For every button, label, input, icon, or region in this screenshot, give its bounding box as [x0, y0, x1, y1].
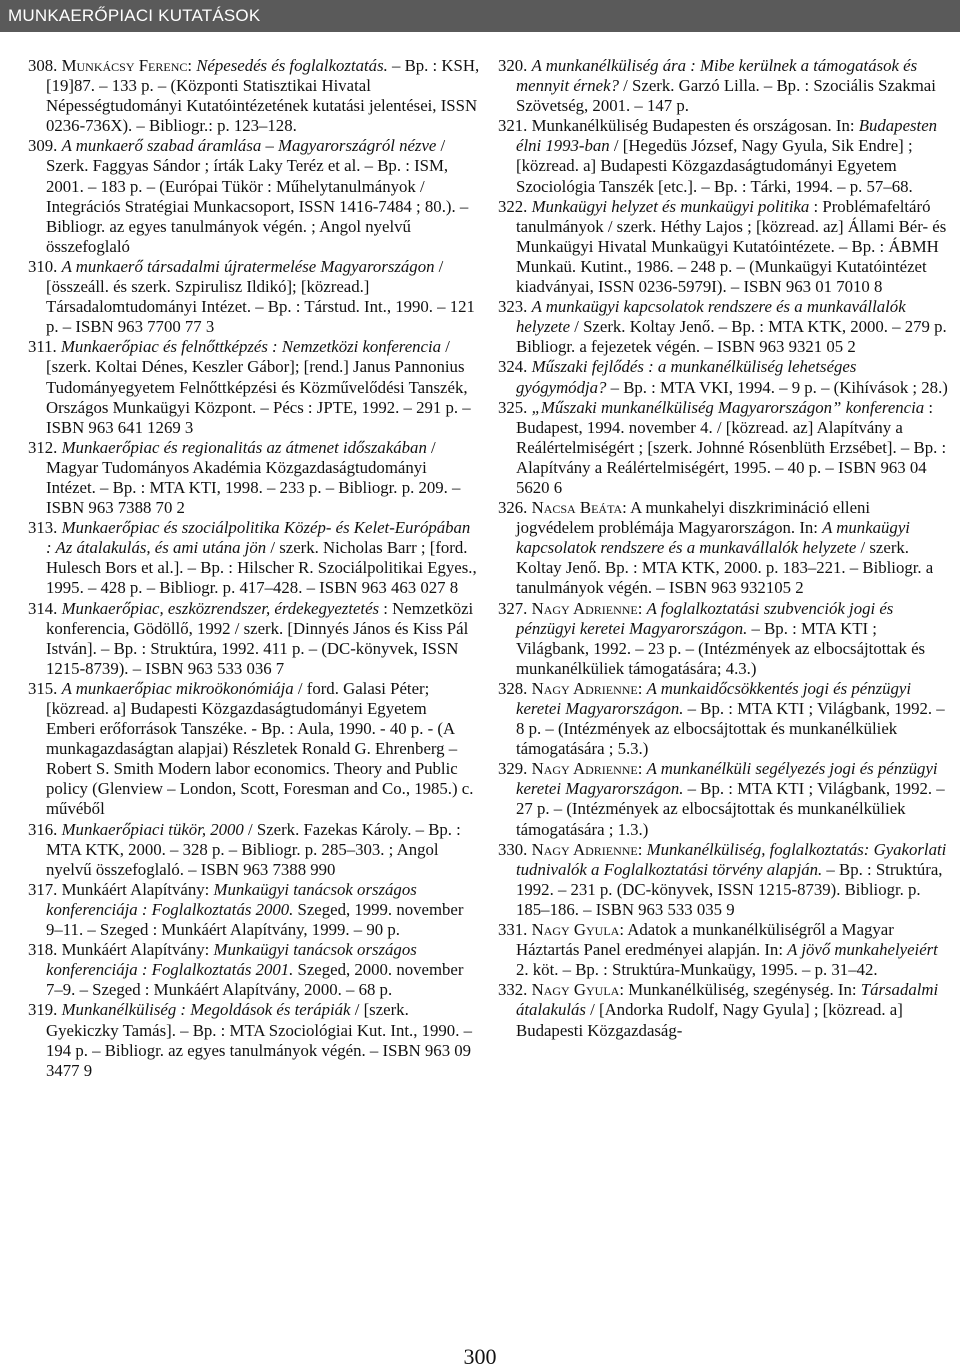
- entry-text: / [Andorka Rudolf, Nagy Gyula] ; [közread. a] Budapesti Közgazdaság-: [516, 1000, 903, 1040]
- entry-number: 321.: [498, 116, 528, 136]
- bibliography-entry: [28, 257, 480, 337]
- entry-number: 332.: [498, 980, 528, 1000]
- right-column: [498, 56, 950, 1041]
- bibliography-entry: [28, 438, 480, 518]
- entry-text: : Adatok a munkanélküliségről a Magyar Háztartás Panel eredményei alapján. In:: [516, 920, 894, 960]
- entry-title: A munkaügyi kapcsolatok rendszere és a munkavállalók helyzete: [516, 518, 910, 558]
- entry-title: Munkaügyi helyzet és munkaügyi politika: [531, 196, 810, 216]
- entry-title: A munkaerő társadalmi újratermelése Magyarországon: [61, 256, 435, 276]
- bibliography-entry: [498, 920, 950, 980]
- bibliography-entry: [28, 337, 480, 437]
- entry-text: : Problémafeltáró tanulmányok / szerk. Héthy Lajos ; [közread. az] Állami Bér- és Munkaügyi Hivatal Munkaügyi Kutatóintézete. – Bp. : ÁBMH Munkaü. Kutint., 1986. – 248 p. – (Munkaügyi Kutatóintézet kiadványai, ISSN 0236-5979I). – ISBN 963 01 7010 8: [516, 196, 947, 297]
- entry-title: A munkaerőpiac mikroökonómiája: [61, 678, 294, 698]
- bibliography-entry: [498, 56, 950, 116]
- entry-title: Műszaki fejlődés : a munkanélküliség lehetséges gyógymódja?: [516, 357, 857, 397]
- bibliography-entry: [28, 820, 480, 880]
- entry-number: 327.: [498, 598, 528, 618]
- left-column: [28, 56, 480, 1081]
- entry-text: 2. köt. – Bp. : Struktúra-Munkaügy, 1995. – p. 31–42.: [516, 960, 878, 980]
- entry-text: : Munkanélküliség, szegénység. In:: [619, 980, 861, 1000]
- bibliography-entry: [498, 398, 950, 498]
- entry-title: A jövő munkahelyeiért: [787, 940, 938, 960]
- entry-title: Munkaerőpiaci tükör, 2000: [61, 819, 244, 839]
- entry-author: Nagy Adrienne: [531, 678, 638, 698]
- bibliography-entry: [28, 136, 480, 257]
- entry-text: / [Hegedüs József, Nagy Gyula, Sik Endre] ; [közread. a] Budapesti Közgazdaságtudományi Egyetem Szociológia Tanszék [etc.]. – Bp. : Tárki, 1994. – p. 57–68.: [516, 136, 913, 196]
- bibliography-entry: [498, 840, 950, 920]
- entry-text: – Bp. : MTA KTI ; Világbank, 1992. – 23 p. – (Intézmények az elbocsájtottak és munkanélküliek támogatására; 4.3.): [516, 618, 926, 678]
- entry-title: Munkaerőpiac és szociálpolitika Közép- és Kelet-Európában : Az átalakulás, és ami utána jön: [46, 518, 471, 558]
- entry-author: Nagy Gyula: [531, 920, 620, 940]
- entry-title: Budapesten élni 1993-ban: [516, 116, 938, 156]
- entry-text: :: [637, 598, 647, 618]
- entry-text: / ford. Galasi Péter; [közread. a] Budapesti Közgazdaságtudományi Egyetem Emberi erőforrások Tanszéke. - Bp. : Aula, 1990. - 40 p. - (A munkagazdaságtan alapjai) Részletek Ronald G. Ehrenberg – Robert S. Smith Modern labor economics. Theory and Public policy (Glenview – London, Scott, Foresman and Co., 1985.) c. művéből: [46, 678, 474, 819]
- bibliography-entry: [498, 980, 950, 1040]
- entry-number: 318.: [28, 940, 58, 960]
- entry-author: Nagy Adrienne: [531, 759, 638, 779]
- bibliography-entry: [28, 880, 480, 940]
- entry-number: 329.: [498, 759, 528, 779]
- entry-text: / Magyar Tudományos Akadémia Közgazdaságtudományi Intézet. – Bp. : MTA KTI, 1998. – 233 p. – Bibliogr. p. 209. – ISBN 963 7388 70 2: [46, 437, 461, 518]
- entry-title: A munkaidőcsökkentés jogi és pénzügyi keretei Magyarországon.: [516, 678, 912, 718]
- entry-text: Szeged, 1999. november 9–11. – Szeged : Munkáért Alapítvány, 1999. – 90 p.: [46, 899, 464, 940]
- entry-text: Munkáért Alapítvány:: [61, 879, 214, 899]
- entry-author: Nacsa Beáta: [531, 498, 623, 518]
- entry-number: 328.: [498, 678, 528, 698]
- entry-title: „Műszaki munkanélküliség Magyarországon” konferencia: [531, 397, 925, 417]
- bibliography-entry: [498, 297, 950, 357]
- bibliography-entry: [28, 679, 480, 820]
- entry-text: – Bp. : KSH, [19]87. – 133 p. – (Központi Statisztikai Hivatal Népességtudományi Kutatóintézetének kutatási jelentései, ISSN 0236-736X). – Bibliogr.: p. 123–128.: [46, 56, 480, 136]
- entry-number: 330.: [498, 839, 528, 859]
- entry-text: / Szerk. Garzó Lilla. – Bp. : Szociális Szakmai Szövetség, 2001. – 147 p.: [516, 76, 936, 116]
- entry-author: Nagy Adrienne: [531, 839, 638, 859]
- bibliography-entry: [498, 498, 950, 598]
- entry-number: 323.: [498, 297, 528, 317]
- entry-text: / szerk. Koltay Jenő. Bp. : MTA KTK, 2000. p. 183–221. – Bibliogr. a tanulmányok végén. – ISBN 963 932105 2: [516, 538, 934, 598]
- entry-number: 309.: [28, 136, 58, 156]
- entry-title: Népesedés és foglalkoztatás.: [196, 56, 388, 75]
- entry-title: Munkaerőpiac, eszközrendszer, érdekegyeztetés: [61, 598, 380, 618]
- entry-text: Munkanélküliség Budapesten és országosan. In:: [531, 116, 859, 136]
- entry-text: :: [187, 56, 197, 75]
- entry-title: Munkanélküliség : Megoldások és terápiák: [61, 1000, 351, 1020]
- entry-number: 324.: [498, 357, 528, 377]
- bibliography-entry: [498, 116, 950, 196]
- entry-number: 314.: [28, 598, 58, 618]
- entry-text: / [összeáll. és szerk. Szpirulisz Ildikó]; [közread.] Társadalomtudományi Intézet. – Bp. : Társtud. Int., 1990. – 121 p. – ISBN 963 7700 77 3: [46, 256, 475, 337]
- entry-title: Munkaügyi tanácsok országos konferenciája : Foglalkoztatás 2000.: [46, 879, 417, 919]
- entry-number: 326.: [498, 498, 528, 518]
- entry-number: 317.: [28, 879, 58, 899]
- bibliography-entry: [498, 759, 950, 839]
- entry-number: 315.: [28, 678, 58, 698]
- entry-text: – Bp. : MTA KTI ; Világbank, 1992. – 8 p. – (Intézmények az elbocsájtottak és munkanélküliek támogatására ; 5.3.): [516, 699, 945, 759]
- bibliography-entry: [498, 197, 950, 297]
- entry-number: 331.: [498, 920, 528, 940]
- entry-title: Munkaerőpiac és regionalitás az átmenet időszakában: [61, 437, 427, 457]
- entry-number: 311.: [28, 337, 57, 357]
- entry-number: 312.: [28, 437, 58, 457]
- entry-text: : Budapest, 1994. november 4. / [közread. az] Alapítvány a Reálértelmiségért ; [szerk. Johnné Rósenblüth Erzsébet]. – Bp. : Alapítvány a Reálértelmiségért, 1995. – 40 p. – ISBN 963 04 5620 6: [516, 397, 947, 497]
- bibliography-entry: [498, 679, 950, 759]
- bibliography-entry: [28, 518, 480, 598]
- entry-number: 313.: [28, 518, 58, 538]
- entry-author: Nagy Gyula: [531, 980, 620, 1000]
- entry-number: 316.: [28, 819, 58, 839]
- entry-text: – Bp. : MTA KTI ; Világbank, 1992. – 27 p. – (Intézmények az elbocsájtottak és munkanélküliek támogatására ; 1.3.): [516, 779, 945, 839]
- entry-number: 310.: [28, 256, 58, 276]
- entry-text: Szeged, 2000. november 7–9. – Szeged : Munkáért Alapítvány, 2000. – 68 p.: [46, 960, 464, 1000]
- bibliography-entry: [28, 56, 480, 136]
- entry-title: Társadalmi átalakulás: [516, 980, 939, 1020]
- entry-title: A munkaügyi kapcsolatok rendszere és a munkavállalók helyzete: [516, 297, 906, 337]
- bibliography-entry: [28, 1000, 480, 1080]
- entry-text: / Szerk. Koltay Jenő. – Bp. : MTA KTK, 2000. – 279 p. Bibliogr. a fejezetek végén. – ISBN 963 9321 05 2: [516, 317, 947, 357]
- bibliography-entry: [28, 940, 480, 1000]
- entry-number: 325.: [498, 397, 528, 417]
- bibliography-entry: [498, 357, 950, 397]
- entry-title: Munkanélküliség, foglalkoztatás: Gyakorlati tudnivalók a Foglalkoztatási törvény alapján.: [516, 839, 947, 879]
- entry-text: – Bp. : Struktúra, 1992. – 231 p. (DC-könyvek, ISSN 1215-8739). Bibliogr. p. 185–186. – ISBN 963 533 035 9: [516, 859, 943, 919]
- entry-number: 319.: [28, 1000, 58, 1020]
- entry-text: :: [637, 678, 647, 698]
- entry-text: / Szerk. Fazekas Károly. – Bp. : MTA KTK, 2000. – 328 p. – Bibliogr. p. 285–303. ; Angol nyelvű összefoglaló. – ISBN 963 7388 990: [46, 819, 461, 879]
- bibliography-entry: [28, 599, 480, 679]
- entry-title: A munkanélküli segélyezés jogi és pénzügyi keretei Magyarországon.: [516, 759, 938, 799]
- entry-text: Munkáért Alapítvány:: [61, 940, 214, 960]
- entry-text: :: [637, 839, 647, 859]
- page-number: 300: [463, 1344, 497, 1369]
- entry-title: Munkaügyi tanácsok országos konferenciája : Foglalkoztatás 2001.: [46, 940, 417, 980]
- entry-text: – Bp. : MTA VKI, 1994. – 9 p. – (Kihívások ; 28.): [606, 377, 948, 397]
- bibliography-entry: [498, 599, 950, 679]
- entry-text: / [szerk. Gyekiczky Tamás]. – Bp. : MTA Szociológiai Kut. Int., 1990. – 194 p. – Bibliogr. az egyes tanulmányok végén. – ISBN 963 09 3477 9: [46, 1000, 472, 1080]
- entry-text: :: [637, 759, 647, 779]
- entry-author: Nagy Adrienne: [531, 598, 638, 618]
- entry-title: Munkaerőpiac és felnőttképzés : Nemzetközi konferencia: [60, 337, 442, 357]
- entry-number: 322.: [498, 196, 528, 216]
- entry-title: A foglalkoztatási szubvenciók jogi és pénzügyi keretei Magyarországon.: [516, 598, 894, 638]
- page-header: [0, 0, 960, 32]
- entry-number: 320.: [498, 56, 528, 75]
- entry-author: Munkácsy Ferenc: [61, 56, 188, 75]
- entry-text: : Nemzetközi konferencia, Gödöllő, 1992 / szerk. [Dinnyés János és Kiss Pál István]. – Bp. : Struktúra, 1992. 411 p. – (DC-könyvek, ISSN 1215-8739). – ISBN 963 533 036 7: [46, 598, 474, 678]
- entry-text: : A munkahelyi diszkrimináció elleni jogvédelem problémája Magyarországon. In:: [516, 498, 871, 538]
- entry-text: / szerk. Nicholas Barr ; [ford. Hulesch Bors et al.]. – Bp. : Hilscher R. Szociálpolitikai Egyes., 1995. – 428 p. – Bibliogr. p. 417–428. – ISBN 963 463 027 8: [46, 538, 477, 598]
- entry-number: 308.: [28, 56, 58, 75]
- entry-text: / [szerk. Koltai Dénes, Keszler Gábor]; [rend.] Janus Pannonius Tudományegyetem Felnőttképzési és Közművelődési Tanszék, Országos Munkaügyi Központ. – Pécs : JPTE, 1992. – 291 p. – ISBN 963 641 1269 3: [46, 337, 471, 437]
- header-title: MUNKAERŐPIACI KUTATÁSOK: [8, 6, 261, 25]
- entry-title: A munkanélküliség ára : Mibe kerülnek a támogatások és mennyit érnek?: [516, 56, 918, 96]
- entry-text: / Szerk. Faggyas Sándor ; írták Laky Teréz et al. – Bp. : ISM, 2001. – 183 p. – (Európai Tükör : Műhelytanulmányok / Integrációs Stratégiai Munkacsoport, ISSN 1416-7484 ; 80.). – Bibliogr. az egyes tanulmányok végén. ; Angol nyelvű összefoglaló: [46, 136, 469, 256]
- entry-title: A munkaerő szabad áramlása – Magyarországról nézve: [61, 136, 437, 156]
